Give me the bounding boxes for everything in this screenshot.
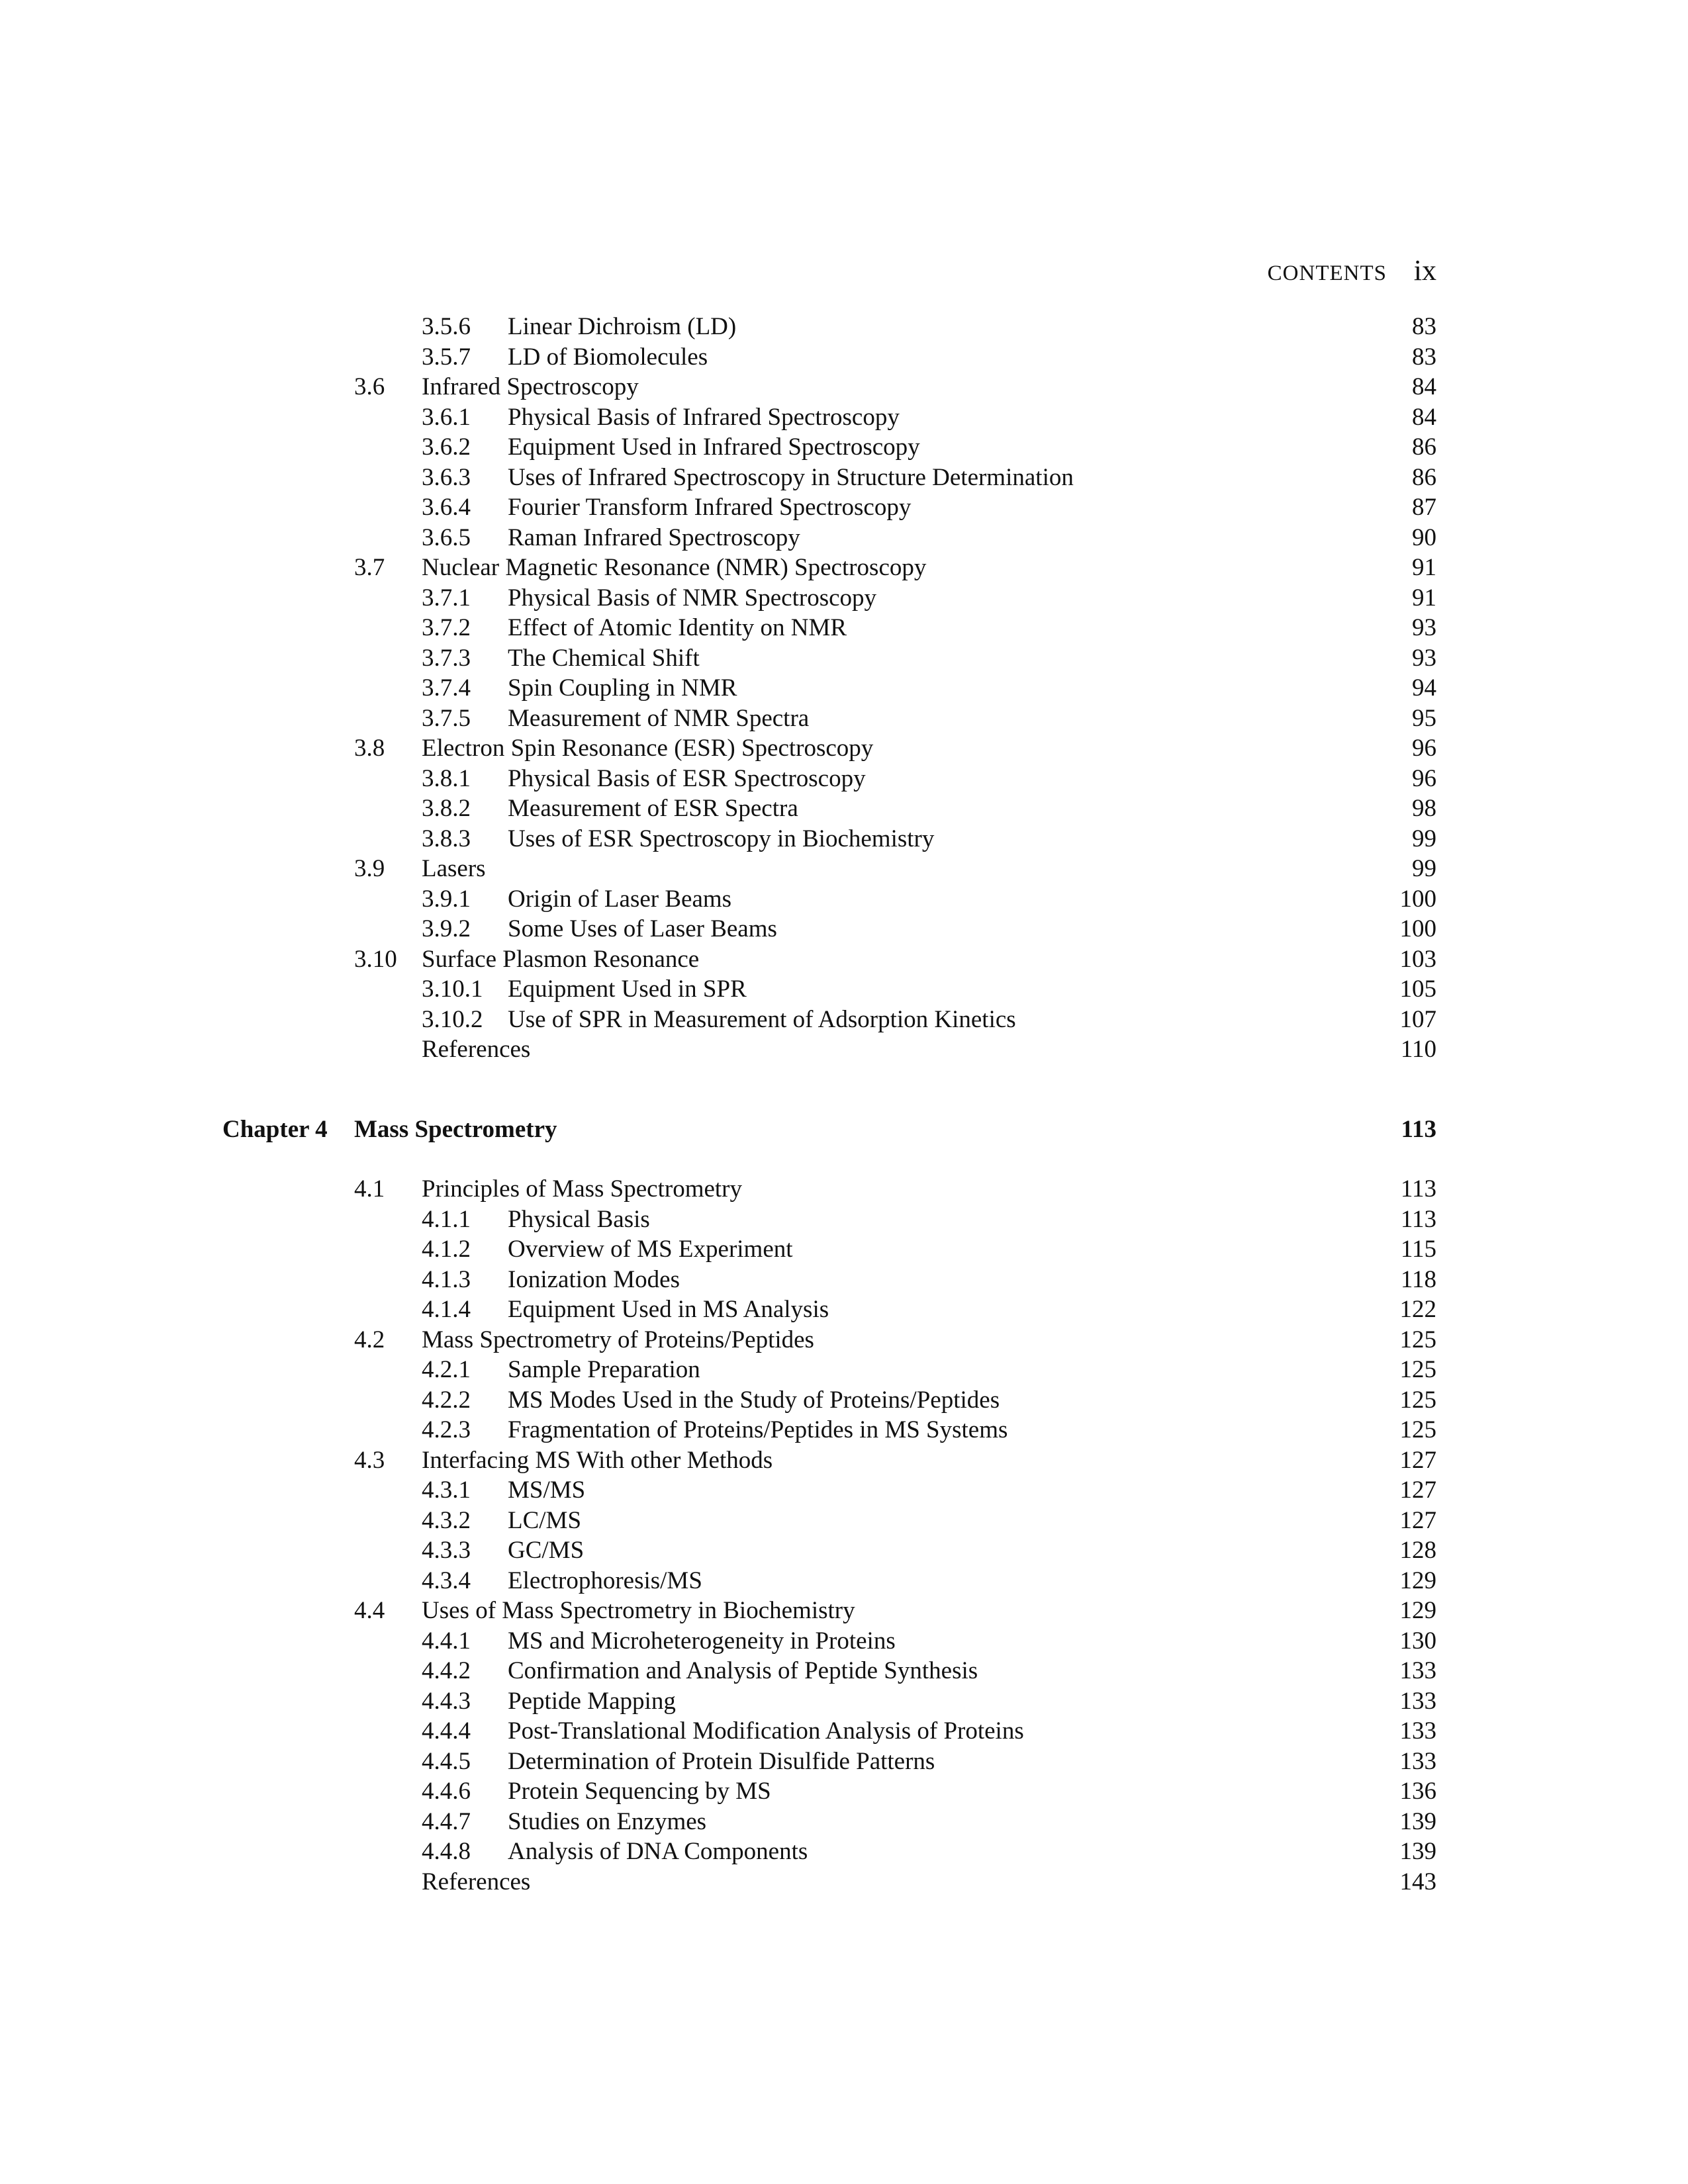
toc-references-entry (0, 1034, 1688, 1065)
toc-entry-page: 99 (1412, 855, 1436, 882)
toc-entry-number: 3.6.4 (422, 494, 471, 521)
toc-entry-number: 4.4.5 (422, 1747, 471, 1775)
toc-entry-page: 110 (1400, 1036, 1436, 1063)
toc-entry-number: 4.3.3 (422, 1537, 471, 1564)
toc-entry-title: LD of Biomolecules (508, 343, 708, 371)
toc-entry-title: Lasers (422, 855, 486, 882)
toc-entry-number: 4.4.6 (422, 1778, 471, 1805)
toc-entry-number: 4.1 (354, 1175, 385, 1203)
toc-subsection-entry (0, 794, 1688, 824)
toc-entry-title: Measurement of ESR Spectra (508, 795, 798, 822)
toc-entry-page: 96 (1412, 764, 1436, 792)
toc-subsection-entry (0, 914, 1688, 944)
toc-subsection-entry (0, 1234, 1688, 1265)
toc-entry-page: 87 (1412, 494, 1436, 521)
toc-entry-page: 128 (1399, 1537, 1436, 1564)
toc-subsection-entry (0, 1475, 1688, 1506)
toc-subsection-entry (0, 432, 1688, 463)
toc-entry-page: 115 (1400, 1236, 1436, 1263)
toc-subsection-entry (0, 1355, 1688, 1385)
toc-entry-title: The Chemical Shift (508, 644, 700, 672)
toc-entry-title: Infrared Spectroscopy (422, 373, 639, 400)
toc-entry-title: Peptide Mapping (508, 1687, 676, 1715)
toc-entry-title: Nuclear Magnetic Resonance (NMR) Spectroscopy (422, 554, 927, 581)
toc-entry-page: 125 (1399, 1356, 1436, 1383)
toc-entry-number: 4.4 (354, 1597, 385, 1624)
toc-entry-number: 3.5.6 (422, 313, 471, 340)
page-number: ix (1413, 254, 1436, 287)
toc-entry-page: 125 (1399, 1386, 1436, 1414)
toc-entry-number: 4.4.3 (422, 1687, 471, 1715)
toc-entry-page: 136 (1399, 1778, 1436, 1805)
toc-section-entry (0, 553, 1688, 583)
toc-entry-number: 3.10 (354, 945, 397, 973)
toc-references-entry (0, 1867, 1688, 1897)
toc-entry-title: Surface Plasmon Resonance (422, 945, 700, 973)
toc-entry-page: 84 (1412, 373, 1436, 400)
toc-subsection-entry (0, 764, 1688, 794)
toc-subsection-entry (0, 1535, 1688, 1566)
toc-entry-title: Measurement of NMR Spectra (508, 704, 810, 732)
toc-entry-number: 4.3 (354, 1446, 385, 1474)
toc-entry-number: 4.4.2 (422, 1657, 471, 1684)
toc-entry-title: Physical Basis (508, 1205, 650, 1233)
toc-subsection-entry (0, 1295, 1688, 1325)
toc-entry-page: 127 (1399, 1506, 1436, 1534)
toc-entry-page: 113 (1400, 1175, 1436, 1203)
toc-entry-number: 4.3.4 (422, 1567, 471, 1594)
toc-entry-title: Some Uses of Laser Beams (508, 915, 777, 942)
toc-entry-page: 143 (1399, 1868, 1436, 1895)
toc-entry-page: 139 (1399, 1807, 1436, 1835)
toc-entry-number: 3.7.3 (422, 644, 471, 672)
toc-entry-number: Chapter 4 (222, 1115, 328, 1143)
toc-entry-title: Origin of Laser Beams (508, 885, 732, 913)
toc-subsection-entry (0, 492, 1688, 523)
toc-entry-page: 86 (1412, 463, 1436, 491)
toc-entry-title: MS/MS (508, 1477, 586, 1504)
toc-entry-title: Mass Spectrometry (354, 1115, 557, 1143)
toc-entry-title: Studies on Enzymes (508, 1807, 707, 1835)
toc-entry-number: 4.1.1 (422, 1205, 471, 1233)
toc-entry-number: 4.1.4 (422, 1296, 471, 1323)
toc-subsection-entry (0, 704, 1688, 734)
toc-entry-title: LC/MS (508, 1506, 582, 1534)
toc-section-entry (0, 854, 1688, 884)
toc-entry-page: 107 (1399, 1005, 1436, 1033)
toc-entry-page: 91 (1412, 584, 1436, 612)
toc-entry-title: Principles of Mass Spectrometry (422, 1175, 742, 1203)
toc-entry-page: 90 (1412, 523, 1436, 551)
toc-subsection-entry (0, 1385, 1688, 1416)
toc-subsection-entry (0, 1626, 1688, 1657)
chapter-spacer (0, 1144, 1688, 1174)
toc-entry-number: 3.6.3 (422, 463, 471, 491)
toc-entry-page: 113 (1400, 1205, 1436, 1233)
toc-entry-number: 3.6 (354, 373, 385, 400)
running-header (1267, 254, 1436, 288)
toc-entry-number: 3.6.5 (422, 523, 471, 551)
toc-entry-number: 3.10.1 (422, 976, 483, 1003)
toc-subsection-entry (0, 342, 1688, 373)
toc-entry-page: 83 (1412, 343, 1436, 371)
chapter-spacer (0, 1065, 1688, 1115)
toc-section-entry (0, 1596, 1688, 1626)
toc-subsection-entry (0, 1506, 1688, 1536)
toc-entry-number: 3.7.4 (422, 674, 471, 702)
toc-entry-page: 130 (1399, 1627, 1436, 1655)
toc-subsection-entry (0, 463, 1688, 493)
toc-entry-number: 4.4.7 (422, 1807, 471, 1835)
toc-entry-page: 105 (1399, 976, 1436, 1003)
toc-entry-number: 4.1.2 (422, 1236, 471, 1263)
toc-entry-number: 3.7.5 (422, 704, 471, 732)
toc-section-entry (0, 1325, 1688, 1355)
toc-subsection-entry (0, 1566, 1688, 1596)
toc-entry-title: Fourier Transform Infrared Spectroscopy (508, 494, 912, 521)
toc-entry-title: Post-Translational Modification Analysis of Proteins (508, 1717, 1024, 1745)
toc-entry-title: Electrophoresis/MS (508, 1567, 702, 1594)
toc-entry-number: 3.8.3 (422, 825, 471, 852)
toc-subsection-entry (0, 1807, 1688, 1837)
toc-entry-title: Interfacing MS With other Methods (422, 1446, 773, 1474)
toc-section-entry (0, 1445, 1688, 1476)
toc-entry-number: 4.2.1 (422, 1356, 471, 1383)
toc-entry-page: 129 (1399, 1597, 1436, 1624)
toc-entry-title: Determination of Protein Disulfide Patterns (508, 1747, 935, 1775)
toc-entry-title: MS and Microheterogeneity in Proteins (508, 1627, 896, 1655)
toc-entry-title: Uses of Infrared Spectroscopy in Structure Determination (508, 463, 1074, 491)
toc-subsection-entry (0, 1837, 1688, 1867)
table-of-contents (0, 312, 1688, 1897)
toc-entry-number: 3.9.2 (422, 915, 471, 942)
toc-entry-title: MS Modes Used in the Study of Proteins/Peptides (508, 1386, 1000, 1414)
toc-entry-title: Linear Dichroism (LD) (508, 313, 737, 340)
toc-subsection-entry (0, 1747, 1688, 1777)
toc-entry-number: 3.8.1 (422, 764, 471, 792)
toc-entry-number: 3.7 (354, 554, 385, 581)
toc-entry-number: 3.6.2 (422, 433, 471, 461)
toc-entry-title: Overview of MS Experiment (508, 1236, 793, 1263)
toc-entry-title: Physical Basis of NMR Spectroscopy (508, 584, 877, 612)
toc-entry-page: 95 (1412, 704, 1436, 732)
toc-entry-title: Raman Infrared Spectroscopy (508, 523, 800, 551)
toc-entry-title: Equipment Used in Infrared Spectroscopy (508, 433, 920, 461)
toc-entry-page: 113 (1401, 1115, 1436, 1143)
toc-subsection-entry (0, 613, 1688, 643)
toc-entry-page: 133 (1399, 1717, 1436, 1745)
toc-subsection-entry (0, 1656, 1688, 1686)
toc-entry-title: Uses of ESR Spectroscopy in Biochemistry (508, 825, 935, 852)
toc-entry-page: 118 (1400, 1265, 1436, 1293)
toc-entry-number: 4.2 (354, 1326, 385, 1353)
toc-entry-title: Mass Spectrometry of Proteins/Peptides (422, 1326, 814, 1353)
toc-entry-title: Equipment Used in SPR (508, 976, 747, 1003)
toc-entry-page: 129 (1399, 1567, 1436, 1594)
toc-entry-page: 84 (1412, 403, 1436, 431)
toc-entry-page: 133 (1399, 1657, 1436, 1684)
toc-entry-title: Fragmentation of Proteins/Peptides in MS Systems (508, 1416, 1008, 1443)
toc-entry-title: Use of SPR in Measurement of Adsorption Kinetics (508, 1005, 1016, 1033)
toc-subsection-entry (0, 643, 1688, 674)
toc-entry-number: 4.3.1 (422, 1477, 471, 1504)
running-header-label: CONTENTS (1267, 261, 1387, 285)
toc-entry-page: 133 (1399, 1747, 1436, 1775)
toc-subsection-entry (0, 1005, 1688, 1035)
toc-entry-number: 4.3.2 (422, 1506, 471, 1534)
toc-entry-title: Physical Basis of Infrared Spectroscopy (508, 403, 900, 431)
toc-entry-page: 99 (1412, 825, 1436, 852)
toc-entry-title: Physical Basis of ESR Spectroscopy (508, 764, 866, 792)
toc-subsection-entry (0, 824, 1688, 854)
toc-entry-page: 125 (1399, 1416, 1436, 1443)
toc-entry-title: Ionization Modes (508, 1265, 680, 1293)
toc-entry-title: Effect of Atomic Identity on NMR (508, 614, 847, 641)
toc-entry-page: 100 (1399, 885, 1436, 913)
toc-entry-page: 127 (1399, 1477, 1436, 1504)
toc-entry-number: 3.9 (354, 855, 385, 882)
toc-entry-title: Analysis of DNA Components (508, 1838, 808, 1865)
toc-entry-number: 3.5.7 (422, 343, 471, 371)
toc-entry-number: 4.1.3 (422, 1265, 471, 1293)
toc-entry-page: 133 (1399, 1687, 1436, 1715)
toc-subsection-entry (0, 1205, 1688, 1235)
toc-entry-page: 83 (1412, 313, 1436, 340)
toc-entry-number: 3.8 (354, 735, 385, 762)
toc-entry-number: 4.2.3 (422, 1416, 471, 1443)
toc-subsection-entry (0, 1776, 1688, 1807)
toc-entry-page: 139 (1399, 1838, 1436, 1865)
toc-entry-page: 93 (1412, 614, 1436, 641)
toc-entry-number: 3.7.1 (422, 584, 471, 612)
toc-entry-number: 4.4.4 (422, 1717, 471, 1745)
toc-entry-number: 3.10.2 (422, 1005, 483, 1033)
toc-subsection-entry (0, 1716, 1688, 1747)
toc-entry-page: 122 (1399, 1296, 1436, 1323)
toc-subsection-entry (0, 1686, 1688, 1717)
toc-entry-title: Protein Sequencing by MS (508, 1778, 771, 1805)
toc-entry-number: 4.4.8 (422, 1838, 471, 1865)
toc-entry-page: 86 (1412, 433, 1436, 461)
toc-entry-title: Uses of Mass Spectrometry in Biochemistry (422, 1597, 855, 1624)
toc-entry-title: Equipment Used in MS Analysis (508, 1296, 829, 1323)
toc-entry-number: 4.2.2 (422, 1386, 471, 1414)
toc-section-entry (0, 372, 1688, 402)
toc-subsection-entry (0, 583, 1688, 614)
toc-subsection-entry (0, 523, 1688, 553)
toc-entry-title: References (422, 1036, 531, 1063)
toc-entry-number: 3.8.2 (422, 795, 471, 822)
toc-subsection-entry (0, 1265, 1688, 1295)
toc-entry-title: Sample Preparation (508, 1356, 700, 1383)
toc-section-entry (0, 733, 1688, 764)
toc-subsection-entry (0, 974, 1688, 1005)
toc-subsection-entry (0, 884, 1688, 915)
toc-section-entry (0, 1174, 1688, 1205)
toc-entry-page: 100 (1399, 915, 1436, 942)
toc-entry-page: 96 (1412, 735, 1436, 762)
toc-entry-title: Spin Coupling in NMR (508, 674, 737, 702)
toc-entry-number: 3.7.2 (422, 614, 471, 641)
toc-subsection-entry (0, 312, 1688, 342)
toc-entry-page: 93 (1412, 644, 1436, 672)
toc-subsection-entry (0, 402, 1688, 433)
toc-entry-page: 103 (1399, 945, 1436, 973)
toc-entry-title: GC/MS (508, 1537, 585, 1564)
toc-entry-number: 3.9.1 (422, 885, 471, 913)
toc-entry-title: Electron Spin Resonance (ESR) Spectroscopy (422, 735, 874, 762)
toc-entry-number: 4.4.1 (422, 1627, 471, 1655)
toc-entry-page: 98 (1412, 795, 1436, 822)
toc-subsection-entry (0, 1415, 1688, 1445)
toc-entry-page: 94 (1412, 674, 1436, 702)
toc-chapter-entry (0, 1115, 1688, 1145)
toc-entry-page: 127 (1399, 1446, 1436, 1474)
toc-entry-title: References (422, 1868, 531, 1895)
toc-subsection-entry (0, 673, 1688, 704)
toc-entry-number: 3.6.1 (422, 403, 471, 431)
toc-entry-page: 125 (1399, 1326, 1436, 1353)
toc-entry-page: 91 (1412, 554, 1436, 581)
toc-entry-title: Confirmation and Analysis of Peptide Synthesis (508, 1657, 978, 1684)
toc-section-entry (0, 944, 1688, 975)
